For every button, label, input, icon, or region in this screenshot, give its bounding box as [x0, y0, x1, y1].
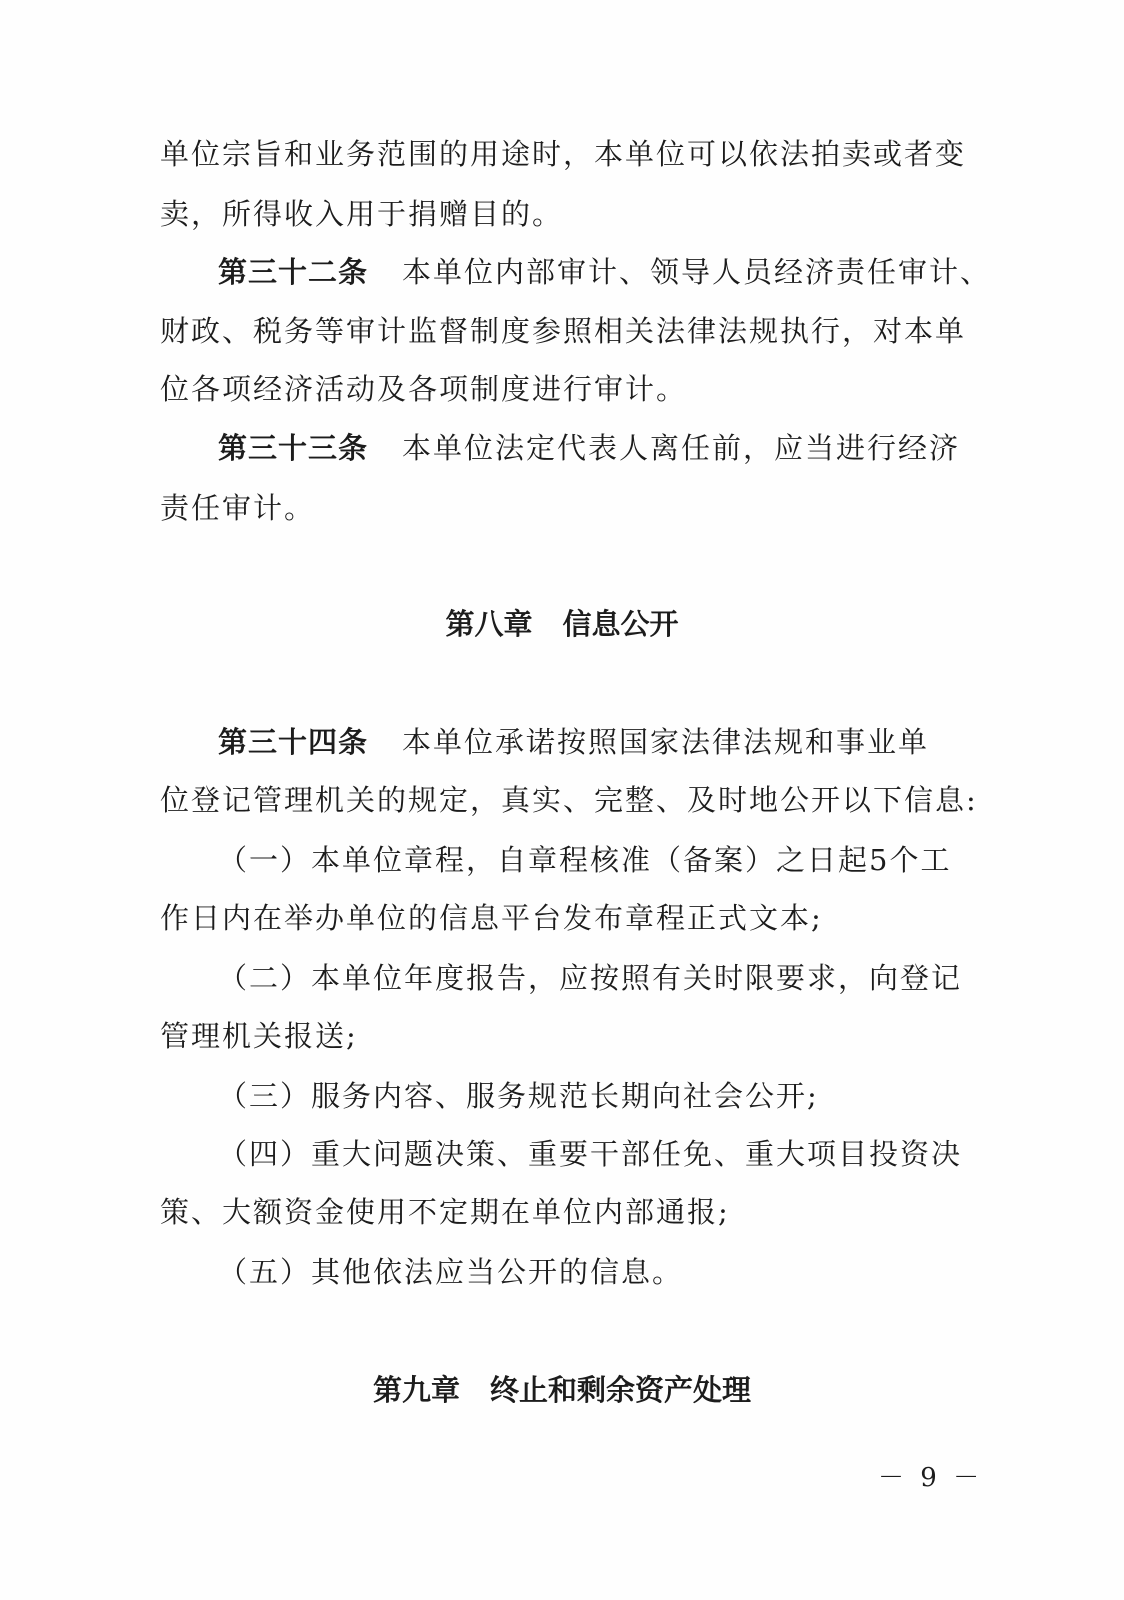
- article-32-text-3: 位各项经济活动及各项制度进行审计。: [160, 372, 688, 406]
- item-2-line-2: 管理机关报送;: [160, 1019, 358, 1053]
- item-1-line-2: 作日内在举办单位的信息平台发布章程正式文本;: [160, 901, 823, 935]
- article-33-label: 第三十三条: [218, 431, 369, 465]
- item-4-line-1: （四）重大问题决策、重要干部任免、重大项目投资决: [218, 1137, 963, 1171]
- article-32-label: 第三十二条: [218, 255, 369, 289]
- chapter-8-number: 第八章: [445, 607, 533, 641]
- article-34-text-2: 位登记管理机关的规定，真实、完整、及时地公开以下信息:: [160, 783, 978, 817]
- continuation-line-2: 卖，所得收入用于捐赠目的。: [160, 197, 564, 231]
- chapter-9-heading: [0, 1370, 1124, 1410]
- chapter-8-heading: [0, 604, 1124, 644]
- article-32-text-2: 财政、税务等审计监督制度参照相关法律法规执行，对本单: [160, 314, 967, 348]
- article-33-text-1: 本单位法定代表人离任前，应当进行经济: [402, 431, 961, 465]
- item-4-line-2: 策、大额资金使用不定期在单位内部通报;: [160, 1195, 730, 1229]
- chapter-9-title: 终止和剩余资产处理: [490, 1373, 752, 1407]
- item-5-line-1: （五）其他依法应当公开的信息。: [218, 1255, 684, 1289]
- item-1-line-1: （一）本单位章程，自章程核准（备案）之日起5个工: [218, 843, 952, 877]
- item-3-line-1: （三）服务内容、服务规范长期向社会公开;: [218, 1079, 819, 1113]
- page-number: － 9 －: [878, 1463, 984, 1493]
- continuation-line-1: 单位宗旨和业务范围的用途时，本单位可以依法拍卖或者变: [160, 137, 967, 171]
- article-32-text-1: 本单位内部审计、领导人员经济责任审计、: [402, 255, 992, 289]
- article-32-first-line: [218, 252, 991, 292]
- chapter-8-title: 信息公开: [562, 607, 679, 641]
- article-33-first-line: [218, 428, 960, 468]
- article-33-text-2: 责任审计。: [160, 491, 316, 525]
- article-34-first-line: [218, 722, 929, 762]
- item-2-line-1: （二）本单位年度报告，应按照有关时限要求，向登记: [218, 961, 963, 995]
- article-34-text-1: 本单位承诺按照国家法律法规和事业单: [402, 725, 930, 759]
- article-34-label: 第三十四条: [218, 725, 369, 759]
- chapter-9-number: 第九章: [372, 1373, 460, 1407]
